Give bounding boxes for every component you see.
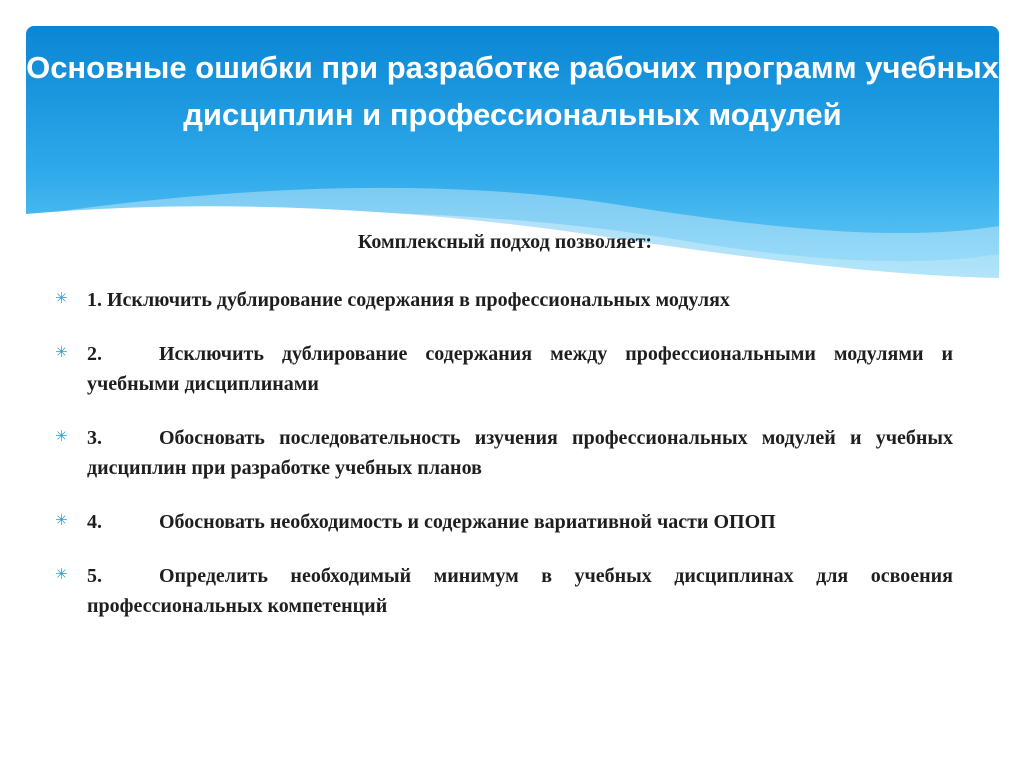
asterisk-bullet-icon: ✳ [55,511,68,529]
asterisk-bullet-icon: ✳ [55,289,68,307]
list-item [55,507,953,537]
list-item-text [87,507,953,537]
asterisk-bullet-icon: ✳ [55,565,68,583]
asterisk-bullet-icon: ✳ [55,343,68,361]
list-item-text [87,561,953,621]
list-item [55,339,953,399]
items-list [55,285,953,645]
asterisk-bullet-icon: ✳ [55,427,68,445]
list-item [55,285,953,315]
list-item [55,561,953,621]
list-item-content: Обосновать необходимость и содержание вариативной части ОПОП [159,511,776,533]
list-item-number: 2. [87,343,102,365]
list-item-content: Исключить дублирование содержания между профессиональными модулями и учебными дисциплинами [87,343,953,395]
slide-subtitle: Комплексный подход позволяет: [357,231,653,253]
list-item-number: 1. [87,289,102,311]
list-item-text [87,285,953,315]
list-item-number: 3. [87,427,102,449]
list-item-content: Обосновать последовательность изучения профессиональных модулей и учебных дисциплин при разработке учебных планов [87,427,953,479]
slide-title: Основные ошибки при разработке рабочих программ учебных дисциплин и профессиональных модулей [26,50,999,132]
list-item [55,423,953,483]
list-item-content: Определить необходимый минимум в учебных дисциплинах для освоения профессиональных компетенций [87,565,953,617]
list-item-text [87,339,953,399]
list-item-number: 4. [87,511,102,533]
list-item-number: 5. [87,565,102,587]
list-item-text [87,423,953,483]
list-item-content: Исключить дублирование содержания в профессиональных модулях [107,289,730,311]
